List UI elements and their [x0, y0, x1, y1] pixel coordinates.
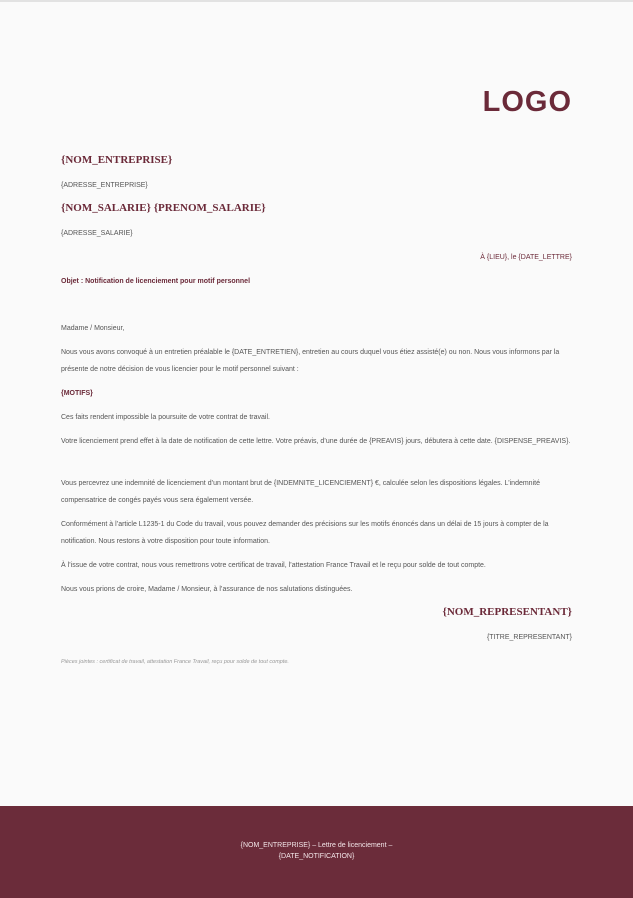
footer-line-2: {DATE_NOTIFICATION}	[278, 853, 355, 860]
footer-text	[0, 840, 633, 862]
representative-name: {NOM_REPRESENTANT}	[442, 606, 572, 618]
paragraph-indemnite: Vous percevrez une indemnité de licenciement d’un montant brut de {INDEMNITE_LICENCIEMENT} €, calculée selon les dispositions légales. L’indemnité compensatrice de congés payés vous sera également versée.	[61, 480, 540, 504]
paragraph-closing: Nous vous prions de croire, Madame / Monsieur, à l’assurance de nos salutations distinguées.	[61, 586, 353, 593]
salutation: Madame / Monsieur,	[61, 325, 125, 332]
letter-subject: Objet : Notification de licenciement pour motif personnel	[61, 278, 251, 285]
company-address: {ADRESSE_ENTREPRISE}	[61, 182, 148, 189]
company-logo: LOGO	[482, 86, 572, 118]
company-name: {NOM_ENTREPRISE}	[61, 154, 173, 166]
paragraph-consequence: Ces faits rendent impossible la poursuite de votre contrat de travail.	[61, 414, 270, 421]
paragraph-article: Conformément à l’article L1235-1 du Code du travail, vous pouvez demander des précisions sur les motifs énoncés dans un délai de 15 jours à compter de la notification. Nous restons à votre disposition pour toute information.	[61, 521, 549, 545]
motifs-placeholder: {MOTIFS}	[61, 390, 93, 397]
employee-address: {ADRESSE_SALARIE}	[61, 230, 133, 237]
paragraph-entretien: Nous vous avons convoqué à un entretien préalable le {DATE_ENTRETIEN}, entretien au cours duquel vous étiez assisté(e) ou non. Nous vous informons par la présente de notre décision de vous licencier pour le motif personnel suivant :	[61, 349, 560, 373]
paragraph-documents: À l’issue de votre contrat, nous vous remettrons votre certificat de travail, l’attestation France Travail et le reçu pour solde de tout compte.	[61, 562, 486, 569]
representative-title: {TITRE_REPRESENTANT}	[486, 634, 572, 641]
footer-line-1: {NOM_ENTREPRISE} – Lettre de licenciement –	[240, 842, 393, 849]
employee-name: {NOM_SALARIE} {PRENOM_SALARIE}	[61, 202, 266, 214]
attachments-note: Pièces jointes : certificat de travail, attestation France Travail, reçu pour solde de tout compte.	[61, 659, 289, 665]
footer-bar	[0, 806, 633, 898]
place-date: À {LIEU}, le {DATE_LETTRE}	[480, 254, 572, 261]
paragraph-preavis: Votre licenciement prend effet à la date de notification de cette lettre. Votre préavis, d’une durée de {PREAVIS} jours, débutera à cette date. {DISPENSE_PREAVIS}.	[61, 438, 571, 445]
